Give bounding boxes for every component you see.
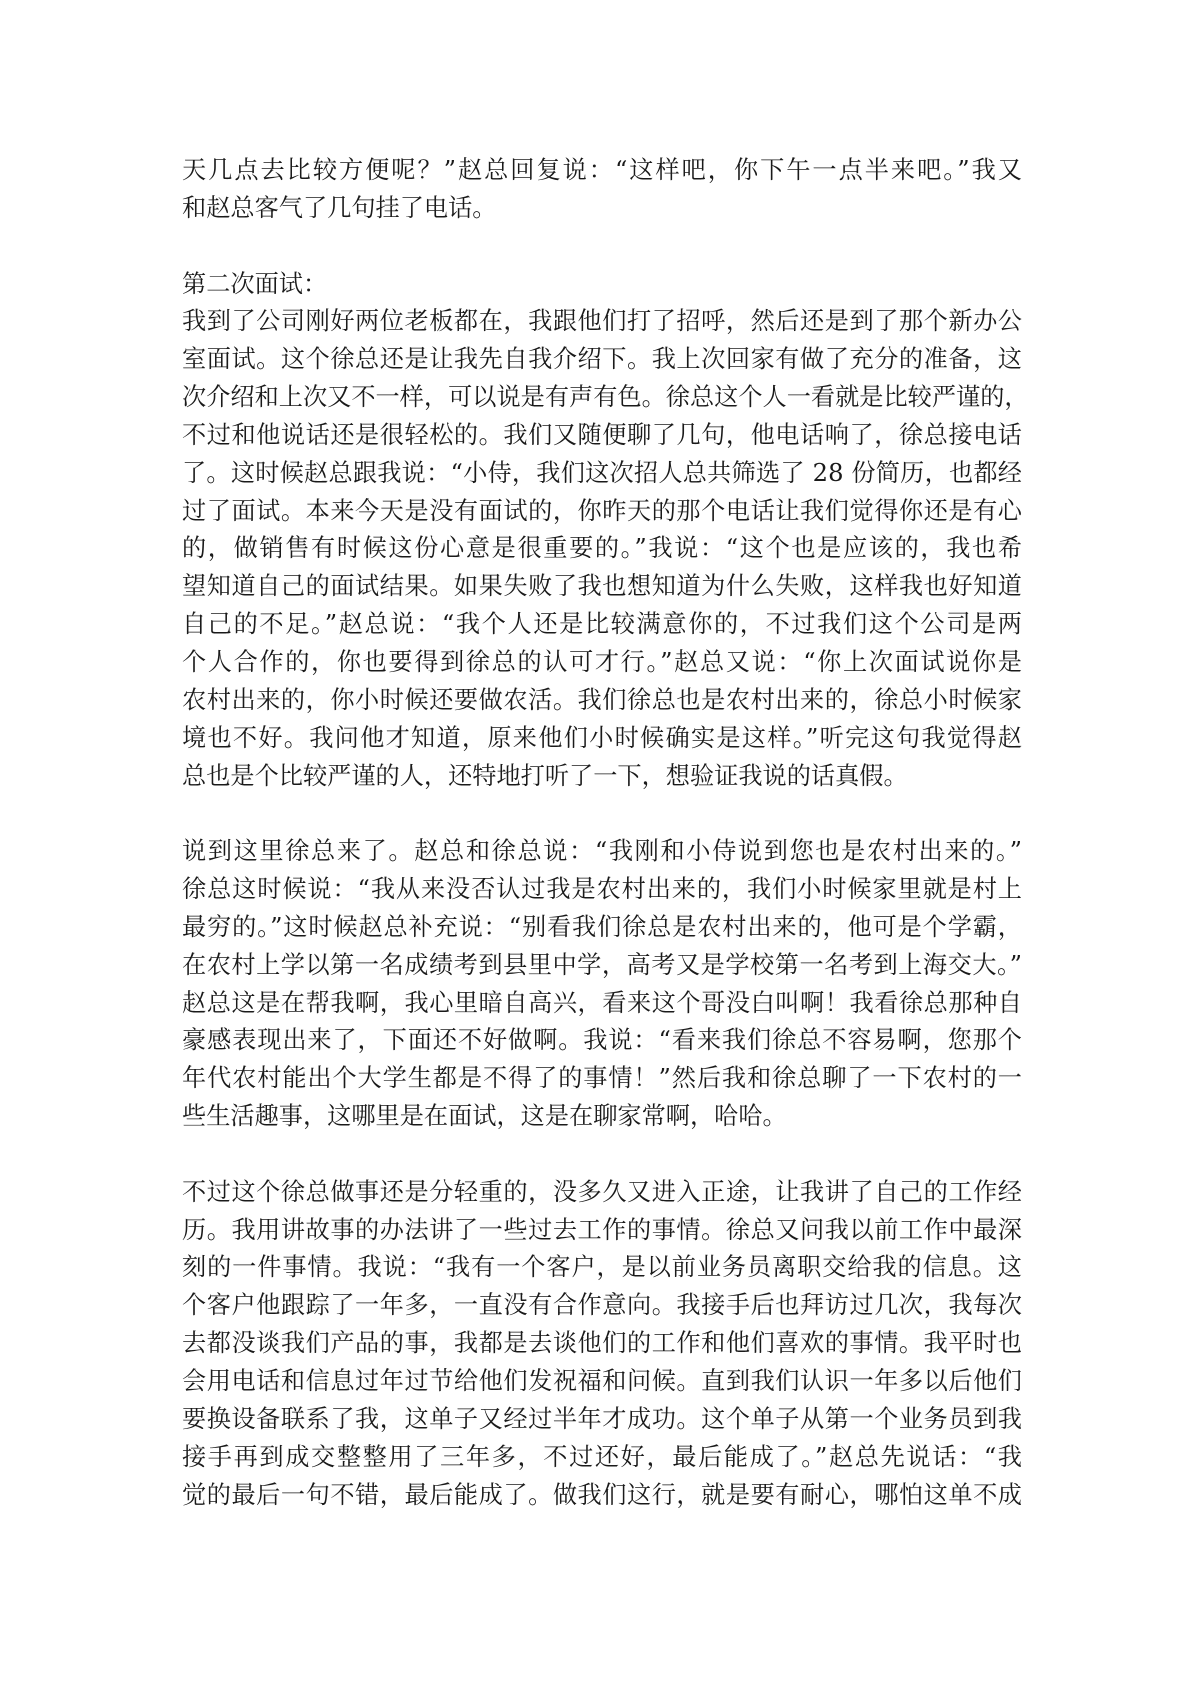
paragraph (182, 266, 1029, 796)
paragraph (182, 152, 1022, 228)
text-line: 自己的不足。”赵总说：“我个人还是比较满意你的，不过我们这个公司是两 (182, 610, 1022, 639)
text-line: 望知道自己的面试结果。如果失败了我也想知道为什么失败，这样我也好知道 (182, 572, 1022, 601)
text-line: 室面试。这个徐总还是让我先自我介绍下。我上次回家有做了充分的准备，这 (182, 345, 1022, 374)
text-line: 接手再到成交整整用了三年多，不过还好，最后能成了。”赵总先说话：“我 (182, 1442, 1022, 1471)
text-line: 我到了公司刚好两位老板都在，我跟他们打了招呼，然后还是到了那个新办公 (182, 307, 1022, 336)
text-line: 总也是个比较严谨的人，还特地打听了一下，想验证我说的话真假。 (182, 761, 908, 790)
text-line: 不过和他说话还是很轻松的。我们又随便聊了几句，他电话响了，徐总接电话 (182, 420, 1022, 449)
text-line: 的，做销售有时候这份心意是很重要的。”我说：“这个也是应该的，我也希 (182, 534, 1022, 563)
text-line: 不过这个徐总做事还是分轻重的，没多久又进入正途，让我讲了自己的工作经 (182, 1177, 1022, 1206)
text-line: 过了面试。本来今天是没有面试的，你昨天的那个电话让我们觉得你还是有心 (182, 496, 1022, 525)
text-line: 最穷的。”这时候赵总补充说：“别看我们徐总是农村出来的，他可是个学霸， (182, 912, 1022, 941)
text-line: 豪感表现出来了，下面还不好做啊。我说：“看来我们徐总不容易啊，您那个 (182, 1026, 1022, 1055)
text-line: 年代农村能出个大学生都是不得了的事情！”然后我和徐总聊了一下农村的一 (182, 1064, 1022, 1093)
text-line: 刻的一件事情。我说：“我有一个客户，是以前业务员离职交给我的信息。这 (182, 1253, 1022, 1282)
text-line: 要换设备联系了我，这单子又经过半年才成功。这个单子从第一个业务员到我 (182, 1404, 1022, 1433)
paragraph-spacer (182, 795, 1022, 833)
text-line: 天几点去比较方便呢？”赵总回复说：“这样吧，你下午一点半来吧。”我又 (182, 156, 1022, 184)
text-line: 赵总这是在帮我啊，我心里暗自高兴，看来这个哥没白叫啊！我看徐总那种自 (182, 988, 1022, 1017)
text-line: 历。我用讲故事的办法讲了一些过去工作的事情。徐总又问我以前工作中最深 (182, 1215, 1022, 1244)
text-line: 境也不好。我问他才知道，原来他们小时候确实是这样。”听完这句我觉得赵 (182, 723, 1022, 752)
text-line: 会用电话和信息过年过节给他们发祝福和问候。直到我们认识一年多以后他们 (182, 1367, 1022, 1395)
text-line: 第二次面试： (182, 269, 328, 298)
text-line: 次介绍和上次又不一样，可以说是有声有色。徐总这个人一看就是比较严谨的， (182, 383, 1029, 412)
text-line: 个人合作的，你也要得到徐总的认可才行。”赵总又说：“你上次面试说你是 (182, 647, 1022, 676)
paragraph-spacer (182, 1136, 1022, 1174)
text-line: 个客户他跟踪了一年多，一直没有合作意向。我接手后也拜访过几次，我每次 (182, 1291, 1022, 1320)
text-line: 在农村上学以第一名成绩考到县里中学，高考又是学校第一名考到上海交大。” (182, 950, 1022, 979)
text-line: 些生活趣事，这哪里是在面试，这是在聊家常啊，哈哈。 (182, 1102, 787, 1131)
text-line: 觉的最后一句不错，最后能成了。做我们这行，就是要有耐心，哪怕这单不成 (182, 1480, 1022, 1509)
text-line: 农村出来的，你小时候还要做农活。我们徐总也是农村出来的，徐总小时候家 (182, 685, 1022, 714)
paragraph (182, 833, 1022, 1136)
paragraph (182, 1174, 1022, 1515)
text-line: 去都没谈我们产品的事，我都是去谈他们的工作和他们喜欢的事情。我平时也 (182, 1329, 1022, 1358)
document-body (182, 152, 1029, 1514)
paragraph-spacer (182, 228, 1022, 266)
text-line: 了。这时候赵总跟我说：“小侍，我们这次招人总共筛选了 28 份简历，也都经 (182, 458, 1022, 487)
text-line: 说到这里徐总来了。赵总和徐总说：“我刚和小侍说到您也是农村出来的。” (182, 837, 1022, 866)
text-line: 徐总这时候说：“我从来没否认过我是农村出来的，我们小时候家里就是村上 (182, 875, 1022, 904)
text-line: 和赵总客气了几句挂了电话。 (182, 193, 497, 222)
